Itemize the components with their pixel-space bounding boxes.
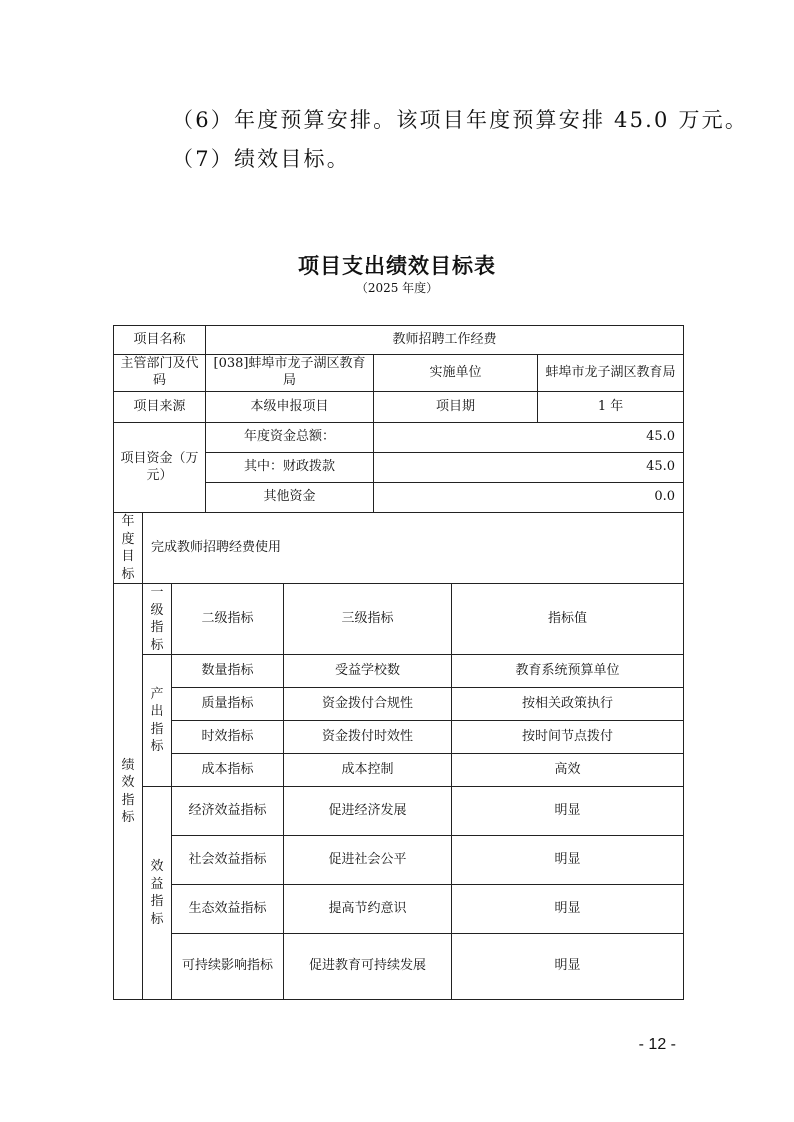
annual-goal-value: 完成教师招聘经费使用 bbox=[143, 513, 684, 584]
period-label: 项目期 bbox=[374, 392, 538, 423]
level2-cell: 时效指标 bbox=[172, 721, 284, 754]
source-label: 项目来源 bbox=[114, 392, 206, 423]
benefit-indicator-label: 效益指标 bbox=[143, 787, 172, 1000]
table-subtitle: （2025 年度） bbox=[355, 281, 439, 295]
source-value: 本级申报项目 bbox=[206, 392, 374, 423]
row-source bbox=[114, 392, 684, 423]
performance-goal-table bbox=[113, 325, 684, 1000]
table-row bbox=[114, 754, 684, 787]
level2-cell: 数量指标 bbox=[172, 655, 284, 688]
funds-total-value: 45.0 bbox=[374, 423, 684, 453]
table-row bbox=[114, 787, 684, 836]
paragraph-goals: （7）绩效目标。 bbox=[172, 147, 350, 171]
row-department bbox=[114, 355, 684, 392]
level2-cell: 可持续影响指标 bbox=[172, 934, 284, 1000]
row-project-name bbox=[114, 326, 684, 355]
value-cell: 教育系统预算单位 bbox=[452, 655, 684, 688]
level2-cell: 经济效益指标 bbox=[172, 787, 284, 836]
table-row bbox=[114, 885, 684, 934]
funds-total-label: 年度资金总额： bbox=[206, 423, 374, 453]
level2-header: 二级指标 bbox=[172, 584, 284, 655]
level2-cell: 质量指标 bbox=[172, 688, 284, 721]
impl-label: 实施单位 bbox=[374, 355, 538, 392]
annual-goal-label: 年度目标 bbox=[114, 513, 143, 584]
level3-cell: 受益学校数 bbox=[284, 655, 452, 688]
page-number: - 12 - bbox=[638, 1036, 676, 1053]
level3-cell: 成本控制 bbox=[284, 754, 452, 787]
funds-fiscal-label: 其中：财政拨款 bbox=[206, 453, 374, 483]
value-cell: 明显 bbox=[452, 934, 684, 1000]
level2-cell: 成本指标 bbox=[172, 754, 284, 787]
row-annual-goal bbox=[114, 513, 684, 584]
level3-header: 三级指标 bbox=[284, 584, 452, 655]
paragraph-budget: （6）年度预算安排。该项目年度预算安排 45.0 万元。 bbox=[172, 108, 749, 132]
value-header: 指标值 bbox=[452, 584, 684, 655]
level3-cell: 资金拨付合规性 bbox=[284, 688, 452, 721]
project-name-value: 教师招聘工作经费 bbox=[206, 326, 684, 355]
table-row bbox=[114, 934, 684, 1000]
level2-cell: 生态效益指标 bbox=[172, 885, 284, 934]
value-cell: 明显 bbox=[452, 787, 684, 836]
level3-cell: 促进社会公平 bbox=[284, 836, 452, 885]
period-value: 1 年 bbox=[538, 392, 684, 423]
value-cell: 明显 bbox=[452, 885, 684, 934]
table-title: 项目支出绩效目标表 bbox=[298, 254, 496, 278]
output-indicator-label: 产出指标 bbox=[143, 655, 172, 787]
table-row bbox=[114, 688, 684, 721]
value-cell: 按时间节点拨付 bbox=[452, 721, 684, 754]
funds-label: 项目资金（万元） bbox=[114, 423, 206, 513]
level2-cell: 社会效益指标 bbox=[172, 836, 284, 885]
impl-value: 蚌埠市龙子湖区教育局 bbox=[538, 355, 684, 392]
level3-cell: 提高节约意识 bbox=[284, 885, 452, 934]
funds-other-value: 0.0 bbox=[374, 483, 684, 513]
dept-label: 主管部门及代码 bbox=[114, 355, 206, 392]
level3-cell: 促进教育可持续发展 bbox=[284, 934, 452, 1000]
funds-other-label: 其他资金 bbox=[206, 483, 374, 513]
table-row bbox=[114, 655, 684, 688]
value-cell: 高效 bbox=[452, 754, 684, 787]
table-row bbox=[114, 721, 684, 754]
level3-cell: 资金拨付时效性 bbox=[284, 721, 452, 754]
value-cell: 明显 bbox=[452, 836, 684, 885]
dept-value: [038]蚌埠市龙子湖区教育局 bbox=[206, 355, 374, 392]
table-row bbox=[114, 836, 684, 885]
row-indicator-header bbox=[114, 584, 684, 655]
project-name-label: 项目名称 bbox=[114, 326, 206, 355]
funds-fiscal-value: 45.0 bbox=[374, 453, 684, 483]
level1-header: 一级指标 bbox=[143, 584, 172, 655]
level3-cell: 促进经济发展 bbox=[284, 787, 452, 836]
row-funds-total bbox=[114, 423, 684, 453]
perf-indicator-label: 绩效指标 bbox=[114, 584, 143, 1000]
value-cell: 按相关政策执行 bbox=[452, 688, 684, 721]
